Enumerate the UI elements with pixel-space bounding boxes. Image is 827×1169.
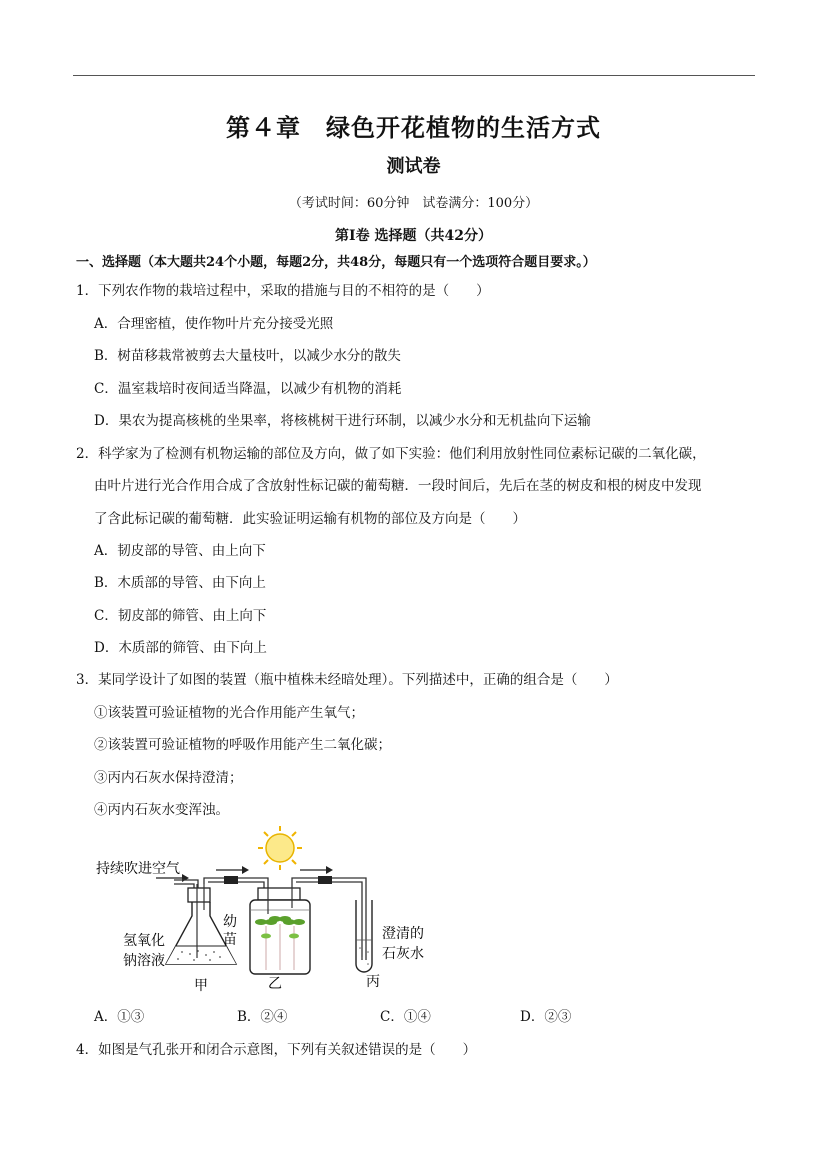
label-bing: 丙	[366, 974, 380, 990]
label-yi: 乙	[268, 976, 282, 992]
label-jia: 甲	[194, 978, 208, 994]
air-input-label: 持续吹进空气	[96, 861, 180, 877]
test-tube-bing	[356, 900, 372, 972]
top-rule	[73, 75, 755, 76]
question-1-option-d[interactable]: D．果农为提高核桃的坐果率，将核桃树干进行环制，以减少水分和无机盐向下运输	[94, 413, 591, 429]
question-4-stem: 4．如图是气孔张开和闭合示意图，下列有关叙述错误的是（ ）	[76, 1042, 477, 1058]
question-3-option-c[interactable]: C．①④	[380, 1009, 431, 1025]
section-title: 一、选择题（本大题共24个小题，每题2分，共48分，每题只有一个选项符合题目要求。）	[76, 255, 596, 270]
question-2-option-b[interactable]: B．木质部的导管、由下向上	[94, 575, 266, 591]
exam-info: （考试时间：60分钟 试卷满分：100分）	[288, 196, 539, 211]
naoh-label-line2: 钠溶液	[123, 953, 165, 969]
question-1-option-b[interactable]: B．树苗移栽常被剪去大量枝叶，以减少水分的散失	[94, 348, 401, 364]
part-title: 第Ⅰ卷 选择题（共42分）	[335, 228, 492, 244]
limewater-label-line2: 石灰水	[382, 946, 424, 962]
page-subtitle: 测试卷	[386, 156, 441, 177]
question-2-stem-line-1: 2．科学家为了检测有机物运输的部位及方向，做了如下实验：他们利用放射性同位素标记碳的二氧化碳，	[76, 446, 706, 462]
seedling-label-line1: 幼	[223, 914, 237, 930]
bottle-yi	[250, 888, 310, 974]
question-3-statement-1: ①该装置可验证植物的光合作用能产生氧气；	[94, 705, 364, 721]
question-2-option-c[interactable]: C．韧皮部的筛管、由上向下	[94, 608, 267, 624]
question-1-stem: 1．下列农作物的栽培过程中，采取的措施与目的不相符的是（ ）	[76, 283, 490, 299]
sun-icon	[258, 826, 302, 870]
question-2-option-d[interactable]: D．木质部的筛管、由下向上	[94, 640, 267, 656]
question-1-option-a[interactable]: A．合理密植，使作物叶片充分接受光照	[94, 316, 334, 332]
page-title: 第４章 绿色开花植物的生活方式	[226, 114, 601, 142]
seedling-label-line2: 苗	[223, 932, 237, 948]
question-3-statement-4: ④丙内石灰水变浑浊。	[94, 802, 229, 818]
naoh-label-line1: 氢氧化	[123, 933, 165, 949]
question-2-option-a[interactable]: A．韧皮部的导管、由上向下	[94, 543, 266, 559]
question-3-option-b[interactable]: B．②④	[237, 1009, 288, 1025]
limewater-label-line1: 澄清的	[382, 926, 424, 942]
question-2-stem-line-3: 了含此标记碳的葡萄糖．此实验证明运输有机物的部位及方向是（ ）	[94, 511, 526, 527]
question-3-option-d[interactable]: D．②③	[520, 1009, 572, 1025]
experiment-apparatus-figure	[96, 824, 456, 994]
question-3-statement-3: ③丙内石灰水保持澄清；	[94, 770, 243, 786]
question-3-option-a[interactable]: A．①③	[94, 1009, 145, 1025]
question-2-stem-line-2: 由叶片进行光合作用合成了含放射性标记碳的葡萄糖．一段时间后，先后在茎的树皮和根的树皮中发现	[94, 478, 702, 494]
question-3-statement-2: ②该装置可验证植物的呼吸作用能产生二氧化碳；	[94, 737, 391, 753]
question-3-stem: 3．某同学设计了如图的装置（瓶中植株未经暗处理）。下列描述中，正确的组合是（ ）	[76, 672, 618, 688]
question-1-option-c[interactable]: C．温室栽培时夜间适当降温，以减少有机物的消耗	[94, 381, 402, 397]
